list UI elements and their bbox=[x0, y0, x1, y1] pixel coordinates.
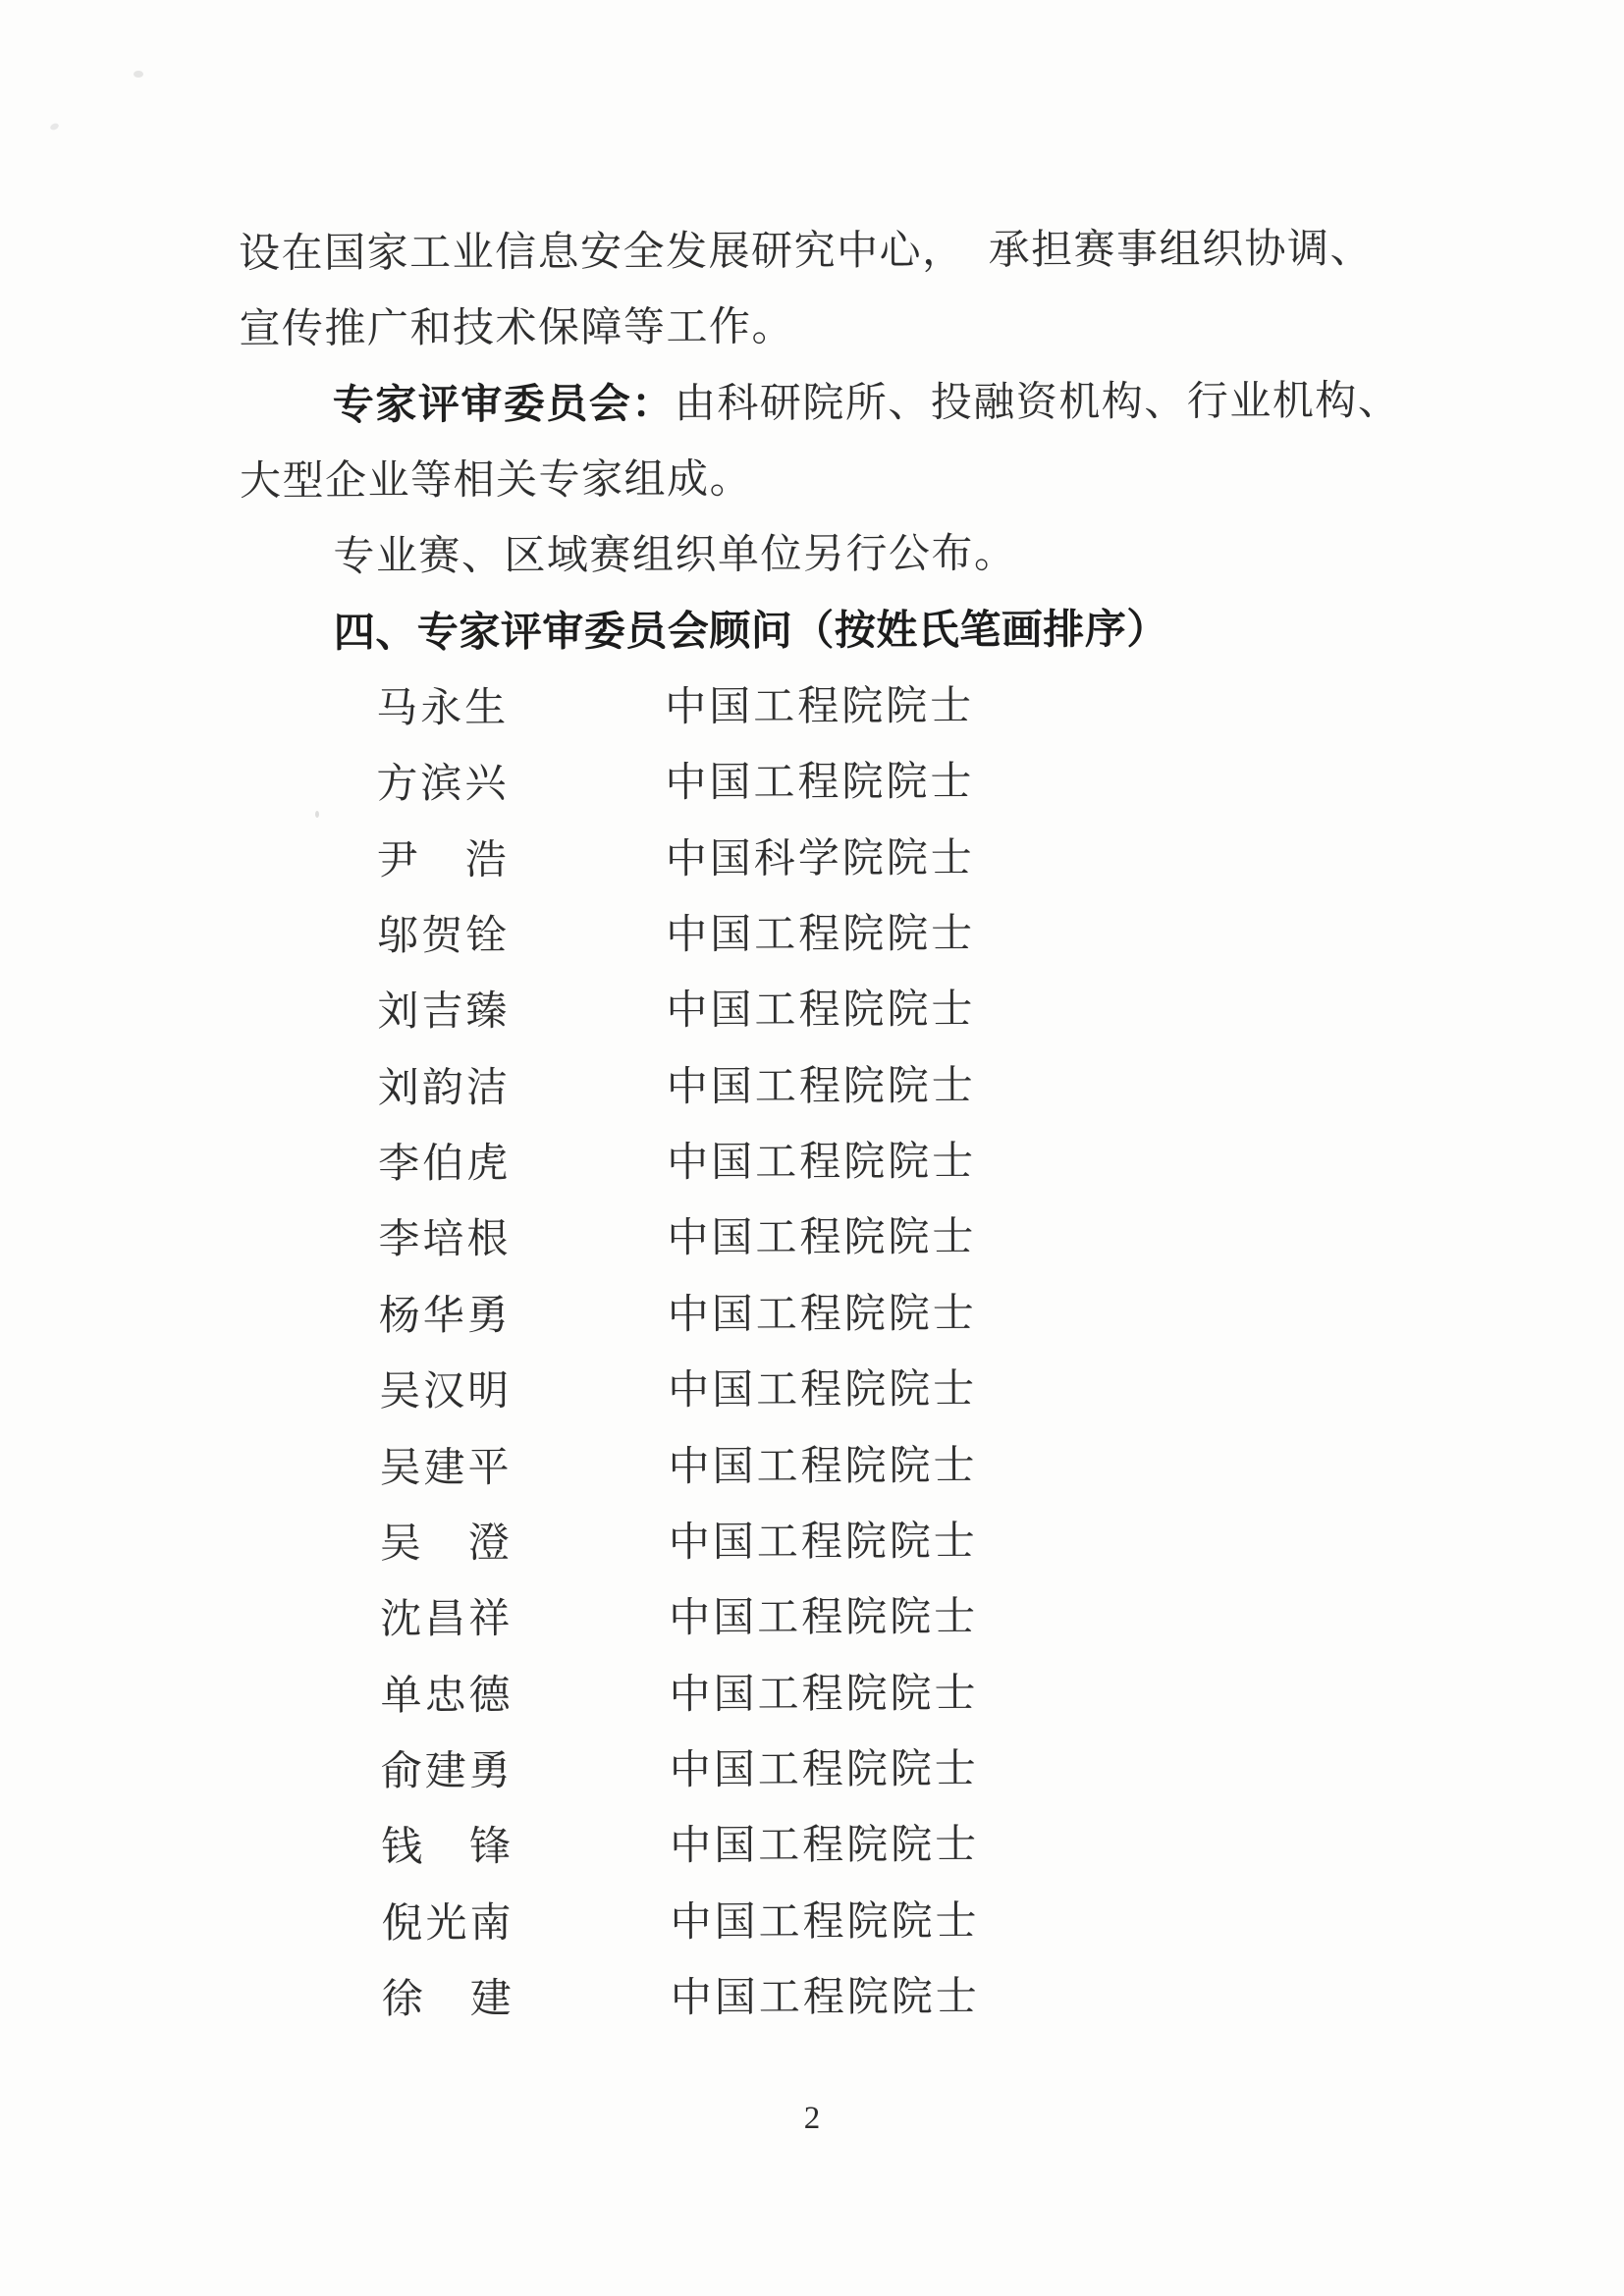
advisor-row bbox=[245, 1806, 1424, 1888]
advisor-title: 中国工程院院士 bbox=[668, 1443, 978, 1490]
advisor-title: 中国工程院院士 bbox=[670, 1898, 980, 1946]
advisor-title: 中国工程院院士 bbox=[666, 988, 976, 1035]
advisor-title: 中国工程院院士 bbox=[667, 1215, 977, 1262]
page-number: 2 bbox=[803, 2101, 821, 2136]
advisor-row bbox=[246, 1958, 1425, 2040]
scan-speck bbox=[49, 122, 60, 131]
advisor-name: 李伯虎 bbox=[378, 1141, 512, 1188]
advisor-name: 倪光南 bbox=[381, 1900, 514, 1947]
advisor-name: 马永生 bbox=[376, 685, 510, 732]
advisor-name: 单忠德 bbox=[380, 1673, 514, 1719]
advisor-row bbox=[243, 1199, 1421, 1280]
section-heading bbox=[241, 591, 1419, 672]
body-text: 由科研院所、投融资机构、行业机构、 bbox=[674, 378, 1401, 427]
advisor-row bbox=[245, 1731, 1424, 1812]
advisor-list bbox=[241, 667, 1425, 2039]
scan-speck bbox=[134, 71, 143, 78]
advisor-title: 中国工程院院士 bbox=[668, 1519, 978, 1566]
advisor-title: 中国工程院院士 bbox=[667, 1291, 977, 1338]
advisor-row bbox=[241, 667, 1419, 749]
advisor-title: 中国工程院院士 bbox=[670, 1822, 980, 1870]
advisor-name: 沈昌祥 bbox=[380, 1596, 514, 1643]
advisor-title: 中国工程院院士 bbox=[669, 1594, 979, 1642]
advisor-row bbox=[241, 743, 1419, 825]
advisor-title: 中国工程院院士 bbox=[667, 1139, 977, 1187]
advisor-title: 中国工程院院士 bbox=[669, 1671, 979, 1718]
advisor-name: 杨华勇 bbox=[378, 1293, 512, 1340]
advisor-row bbox=[244, 1578, 1423, 1660]
advisor-row bbox=[244, 1654, 1423, 1735]
advisor-name: 吴建平 bbox=[379, 1445, 513, 1491]
advisor-title: 中国工程院院士 bbox=[665, 760, 975, 807]
advisor-name: 徐 建 bbox=[381, 1976, 514, 2023]
advisor-row bbox=[244, 1275, 1422, 1357]
advisor-row bbox=[244, 1351, 1422, 1432]
advisor-row bbox=[245, 1882, 1424, 1963]
advisor-title: 中国工程院院士 bbox=[665, 683, 975, 731]
paragraph-continuation-line-1 bbox=[239, 212, 1417, 294]
advisor-title: 中国工程院院士 bbox=[669, 1746, 979, 1793]
advisor-row bbox=[242, 895, 1420, 977]
advisor-title: 中国工程院院士 bbox=[670, 1974, 980, 2022]
advisor-title: 中国工程院院士 bbox=[668, 1366, 978, 1415]
advisor-name: 刘韵洁 bbox=[377, 1065, 511, 1112]
section-heading-text: 四、专家评审委员会顾问（按姓氏笔画排序） bbox=[333, 607, 1168, 657]
advisor-title: 中国工程院院士 bbox=[666, 911, 976, 959]
paragraph-continuation-line-2 bbox=[239, 288, 1417, 369]
advisor-name: 尹 浩 bbox=[376, 837, 510, 884]
advisor-row bbox=[244, 1503, 1423, 1584]
paragraph-expert-committee-line-2 bbox=[240, 440, 1418, 521]
expert-committee-bold-lead: 专家评审委员会： bbox=[332, 381, 675, 429]
advisor-title: 中国科学院院士 bbox=[665, 835, 975, 882]
advisor-row bbox=[243, 1047, 1421, 1129]
advisor-title: 中国工程院院士 bbox=[666, 1063, 976, 1110]
advisor-name: 钱 锋 bbox=[381, 1825, 514, 1871]
body-text: 专业赛、区域赛组织单位另行公布。 bbox=[333, 531, 1017, 580]
advisor-row bbox=[242, 820, 1420, 901]
document-body bbox=[239, 212, 1425, 2039]
advisor-name: 吴 澄 bbox=[379, 1521, 513, 1568]
advisor-name: 方滨兴 bbox=[376, 762, 510, 808]
paragraph-other-announcement bbox=[240, 515, 1418, 597]
advisor-row bbox=[244, 1426, 1422, 1508]
advisor-name: 邬贺铨 bbox=[377, 913, 511, 960]
advisor-name: 俞建勇 bbox=[380, 1748, 514, 1795]
advisor-name: 吴汉明 bbox=[379, 1368, 513, 1415]
advisor-name: 李培根 bbox=[378, 1217, 512, 1263]
body-text: 大型企业等相关专家组成。 bbox=[240, 456, 753, 506]
advisor-row bbox=[243, 1123, 1421, 1204]
body-text: 承担赛事组织协调、 bbox=[988, 226, 1374, 274]
advisor-name: 刘吉臻 bbox=[377, 989, 511, 1036]
body-text: 设在国家工业信息安全发展研究中心， bbox=[239, 228, 965, 278]
paragraph-expert-committee-line-1 bbox=[240, 363, 1418, 445]
body-text: 宣传推广和技术保障等工作。 bbox=[239, 304, 795, 353]
advisor-row bbox=[242, 971, 1420, 1052]
